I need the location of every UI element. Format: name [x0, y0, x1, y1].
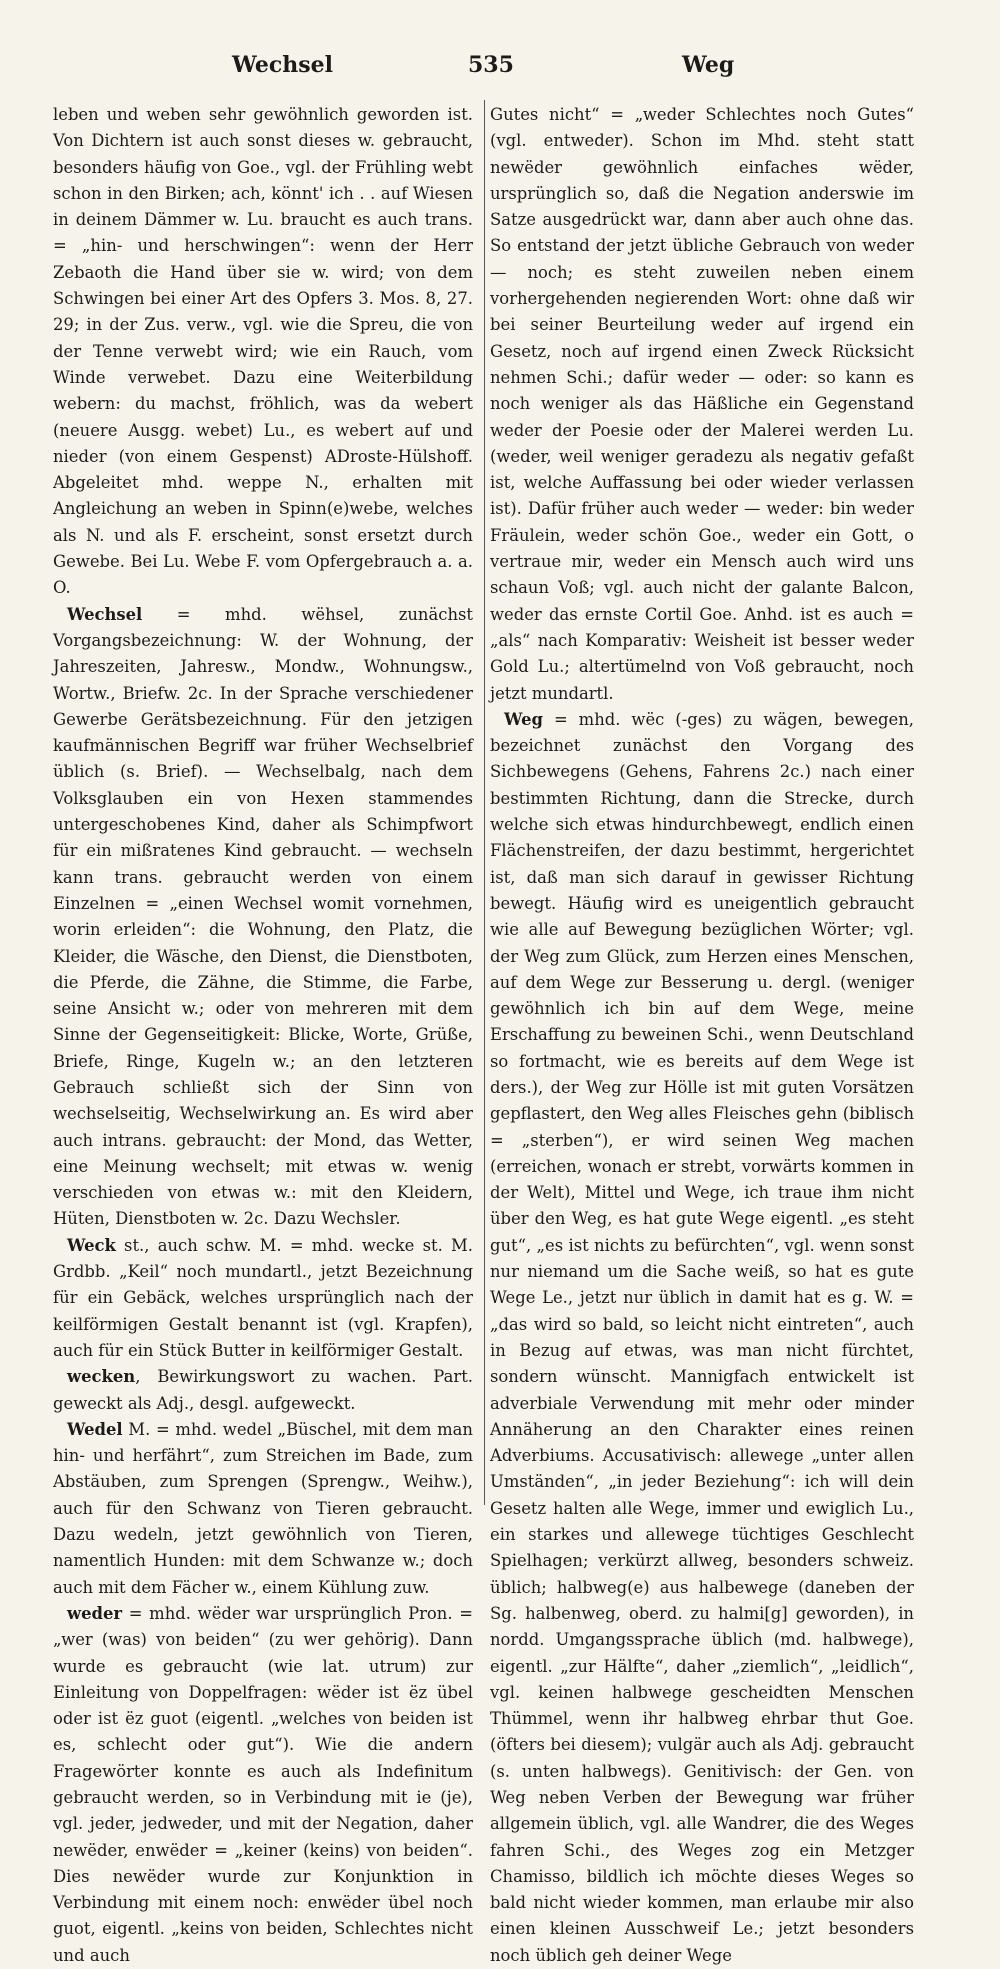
entry-weder: weder = mhd. wëder war ursprünglich Pron. = „wer (was) von beiden“ (zu wer gehörig). Dann wurde es gebraucht (wie lat. utrum) zur Einleitung von Doppelfragen: wëder ist ëz übel oder ist ëz guot (eigentl. „welches von beiden ist es, schlecht oder gut“). Wie die andern Fragewörter konnte es auch als Indefinitum gebraucht werden, so in Verbindung mit ie (je), vgl. jeder, jedweder, und mit der Negation, daher newëder, enwëder = „keiner (keins) von beiden“. Dies newëder wurde zur Konjunktion in Verbindung mit einem noch: enwëder übel noch guot, eigentl. „keins von beiden, Schlechtes nicht und auch [53, 1603, 473, 1965]
left-column [53, 102, 473, 1965]
header-left-guideword: Wechsel [232, 52, 334, 78]
lemma: Weck [67, 1235, 116, 1255]
entry-continuation: leben und weben sehr gewöhnlich geworden ist. Von Dichtern ist auch sonst dieses w. gebraucht, besonders häufig von Goe., vgl. der Frühling webt schon in den Birken; ach, könnt' ich . . auf Wiesen in deinem Dämmer w. Lu. braucht es auch trans. = „hin- und herschwingen“: wenn der Herr Zebaoth die Hand über sie w. wird; von dem Schwingen bei einer Art des Opfers 3. Mos. 8, 27. 29; in der Zus. verw., vgl. wie die Spreu, die von der Tenne verwebt wird; wie ein Rauch, vom Winde verwebet. Dazu eine Weiterbildung webern: du machst, fröhlich, was da webert (neuere Ausgg. webet) Lu., es webert auf und nieder (von einem Gespenst) ADroste-Hülshoff. Abgeleitet mhd. weppe N., erhalten mit Angleichung an weben in Spinn(e)webe, welches als N. und als F. erscheint, sonst ersetzt durch Gewebe. Bei Lu. Webe F. vom Opfergebrauch a. a. O. [53, 105, 473, 598]
lemma: Weg [504, 709, 543, 729]
entry-weg: Weg = mhd. wëc (-ges) zu wägen, bewegen, bezeichnet zunächst den Vorgang des Sichbewegens (Gehens, Fahrens 2c.) nach einer bestimmten Richtung, dann die Strecke, durch welche sich etwas hindurchbewegt, endlich einen Flächenstreifen, der dazu bestimmt, hergerichtet ist, daß man sich darauf in gewisser Richtung bewegt. Häufig wird es uneigentlich gebraucht wie alle auf Bewegung bezüglichen Wörter; vgl. der Weg zum Glück, zum Herzen eines Menschen, auf dem Wege zur Besserung u. dergl. (weniger gewöhnlich ich bin auf dem Wege, meine Erschaffung zu beweinen Schi., wenn Deutschland so fortmacht, wie es bereits auf dem Wege ist ders.), der Weg zur Hölle ist mit guten Vorsätzen gepflastert, den Weg alles Fleisches gehn (biblisch = „sterben“), er wird seinen Weg machen (erreichen, wonach er strebt, vorwärts kommen in der Welt), Mittel und Wege, ich traue ihm nicht über den Weg, es hat gute Wege eigentl. „es steht gut“, „es ist nichts zu befürchten“, vgl. wenn sonst nur niemand um die Sache weiß, so hat es gute Wege Le., jetzt nur üblich in damit hat es g. W. = „das wird so bald, so leicht nicht eintreten“, auch in Bezug auf etwas, was man nicht fürchtet, sondern wünscht. Mannigfach entwickelt ist adverbiale Verwendung mit mehr oder minder Annäherung an den Charakter eines reinen Adverbiums. Accusativisch: allewege „unter allen Umständen“, „in jeder Beziehung“: ich will dein Gesetz halten alle Wege, immer und ewiglich Lu., ein starkes und allewege tüchtiges Geschlecht Spielhagen; verkürzt allweg, besonders schweiz. üblich; halbweg(e) aus halbewege (daneben der Sg. halbenweg, oberd. zu halmi[g] geworden), in nordd. Umgangssprache üblich (md. halbwege), eigentl. „zur Hälfte“, daher „ziemlich“, „leidlich“, vgl. keinen halbwege gescheidten Menschen Thümmel, wenn ihr halbweg ehrbar thut Goe. (öfters bei diesem); vulgär auch als Adj. gebraucht (s. unten halbwegs). Genitivisch: der Gen. von Weg neben Verben der Bewegung war früher allgemein üblich, vgl. alle Wandrer, die des Weges fahren Schi., des Weges zog ein Metzger Chamisso, bildlich ich möchte dieses Weges so bald nicht wieder kommen, man erlaube mir also einen kleinen Ausschweif Le.; jetzt besonders noch üblich geh deiner Wege [490, 709, 914, 1965]
entry-weck: Weck st., auch schw. M. = mhd. wecke st. M. Grdbb. „Keil“ noch mundartl., jetzt Bezeichnung für ein Gebäck, welches ursprünglich nach der keilförmigen Gestalt benannt ist (vgl. Krapfen), auch für ein Stück Butter in keilförmiger Gestalt. [53, 1235, 473, 1360]
entry-wecken: wecken, Bewirkungswort zu wachen. Part. geweckt als Adj., desgl. aufgeweckt. [53, 1367, 473, 1413]
lemma: weder [67, 1603, 123, 1623]
running-header [0, 52, 1000, 92]
entry-continuation: Gutes nicht“ = „weder Schlechtes noch Gutes“ (vgl. entweder). Schon im Mhd. steht statt newëder gewöhnlich einfaches wëder, ursprünglich so, daß die Negation anderswie im Satze ausgedrückt war, dann aber auch ohne das. So entstand der jetzt übliche Gebrauch von weder — noch; es steht zuweilen neben einem vorhergehenden negierenden Wort: ohne daß wir bei seiner Beurteilung weder auf irgend ein Gesetz, noch auf irgend einen Zweck Rücksicht nehmen Schi.; dafür weder — oder: so kann es noch weniger als das Häßliche ein Gegenstand weder der Poesie oder der Malerei werden Lu. (weder, weil weniger geradezu als negativ gefaßt ist, welche Auffassung bei oder wieder verlassen ist). Dafür früher auch weder — weder: bin weder Fräulein, weder schön Goe., weder ein Gott, o vertraue mir, weder ein Mensch auch wird uns schaun Voß; vgl. auch nicht der galante Balcon, weder das ernste Cortil Goe. Anhd. ist es auch = „als“ nach Komparativ: Weisheit ist besser weder Gold Lu.; altertümelnd von Voß gebraucht, noch jetzt mundartl. [490, 105, 914, 703]
right-column [490, 102, 914, 1965]
lemma: wecken [67, 1367, 136, 1387]
column-divider [484, 100, 485, 1505]
page-number: 535 [468, 52, 514, 78]
entry-wechsel: Wechsel = mhd. wëhsel, zunächst Vorgangsbezeichnung: W. der Wohnung, der Jahreszeiten, Jahresw., Mondw., Wohnungsw., Wortw., Briefw. 2c. In der Sprache verschiedener Gewerbe Gerätsbezeichnung. Für den jetzigen kaufmännischen Begriff war früher Wechselbrief üblich (s. Brief). — Wechselbalg, nach dem Volksglauben ein von Hexen stammendes untergeschobenes Kind, daher als Schimpfwort für ein mißratenes Kind gebraucht. — wechseln kann trans. gebraucht werden von einem Einzelnen = „einen Wechsel womit vornehmen, worin erleiden“: die Wohnung, den Platz, die Kleider, die Wäsche, den Dienst, die Dienstboten, die Pferde, die Zähne, die Stimme, die Farbe, seine Ansicht w.; oder von mehreren mit dem Sinne der Gegenseitigkeit: Blicke, Worte, Grüße, Briefe, Ringe, Kugeln w.; an den letzteren Gebrauch schließt sich der Sinn von wechselseitig, Wechselwirkung an. Es wird aber auch intrans. gebraucht: der Mond, das Wetter, eine Meinung wechselt; mit etwas w. wenig verschieden von etwas w.: mit den Kleidern, Hüten, Dienstboten w. 2c. Dazu Wechsler. [53, 604, 473, 1229]
lemma: Wechsel [67, 604, 143, 624]
lemma: Wedel [67, 1419, 123, 1439]
entry-wedel: Wedel M. = mhd. wedel „Büschel, mit dem man hin- und herfährt“, zum Streichen im Bade, zum Abstäuben, zum Sprengen (Sprengw., Weihw.), auch für den Schwanz von Tieren gebraucht. Dazu wedeln, jetzt gewöhnlich von Tieren, namentlich Hunden: mit dem Schwanze w.; doch auch mit dem Fächer w., einem Kühlung zuw. [53, 1419, 473, 1597]
header-right-guideword: Weg [682, 52, 735, 78]
